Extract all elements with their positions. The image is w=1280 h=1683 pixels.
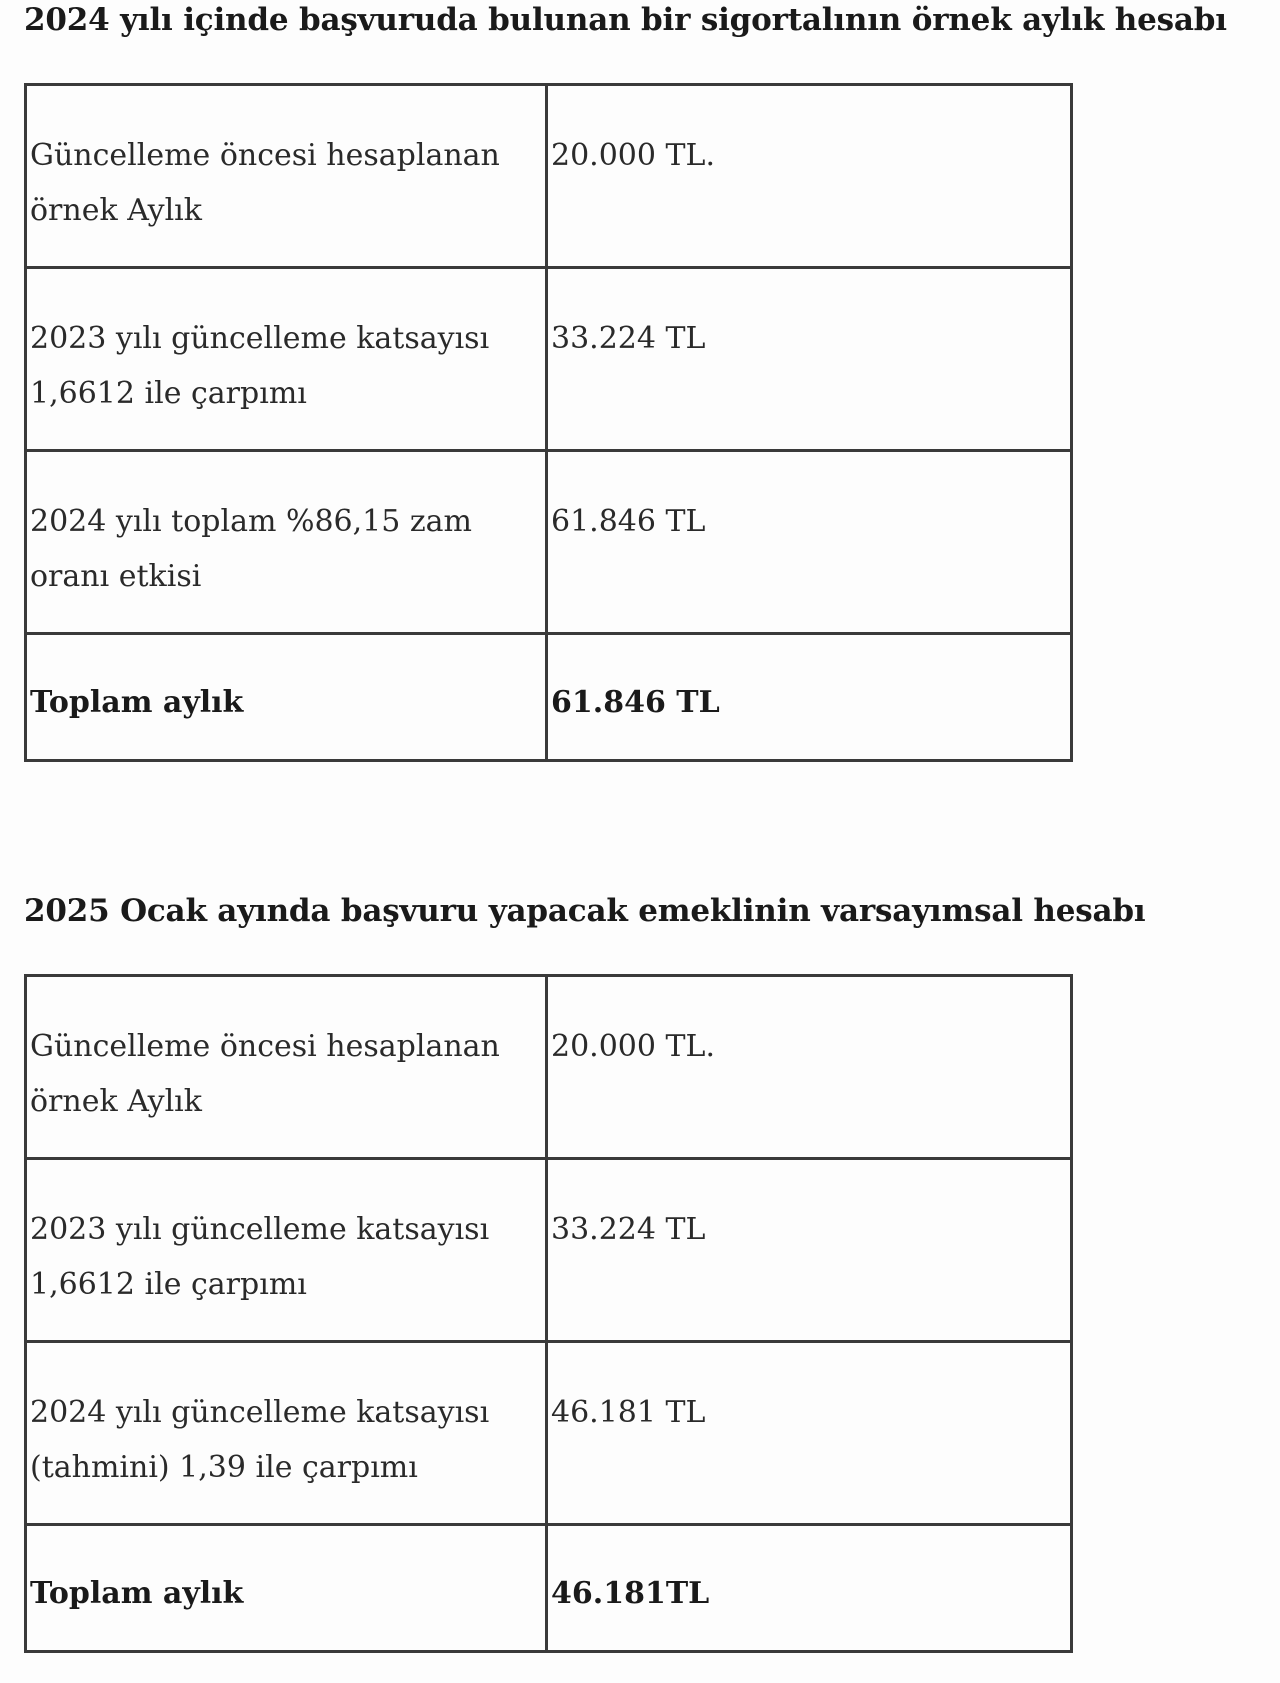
total-label: Toplam aylık xyxy=(26,634,547,761)
row-label: 2024 yılı toplam %86,15 zam oranı etkisi xyxy=(26,451,547,634)
row-value: 33.224 TL xyxy=(547,1159,1072,1342)
total-value: 61.846 TL xyxy=(547,634,1072,761)
row-value: 61.846 TL xyxy=(547,451,1072,634)
row-value: 20.000 TL. xyxy=(547,976,1072,1159)
section-heading-2024: 2024 yılı içinde başvuruda bulunan bir sigortalının örnek aylık hesabı xyxy=(24,2,1227,38)
row-value: 46.181 TL xyxy=(547,1342,1072,1525)
row-value: 20.000 TL. xyxy=(547,85,1072,268)
row-label: 2023 yılı güncelleme katsayısı 1,6612 ile çarpımı xyxy=(26,268,547,451)
total-value: 46.181TL xyxy=(547,1525,1072,1652)
calculation-table-2024 xyxy=(24,83,1073,762)
table-row xyxy=(26,451,1072,634)
table-row xyxy=(26,85,1072,268)
row-label: Güncelleme öncesi hesaplanan örnek Aylık xyxy=(26,85,547,268)
row-label: 2024 yılı güncelleme katsayısı (tahmini) 1,39 ile çarpımı xyxy=(26,1342,547,1525)
total-row xyxy=(26,1525,1072,1652)
total-row xyxy=(26,634,1072,761)
section-heading-2025: 2025 Ocak ayında başvuru yapacak emeklinin varsayımsal hesabı xyxy=(24,893,1146,929)
row-label: 2023 yılı güncelleme katsayısı 1,6612 ile çarpımı xyxy=(26,1159,547,1342)
row-label: Güncelleme öncesi hesaplanan örnek Aylık xyxy=(26,976,547,1159)
table-row xyxy=(26,1159,1072,1342)
table-row xyxy=(26,1342,1072,1525)
table-row xyxy=(26,976,1072,1159)
row-value: 33.224 TL xyxy=(547,268,1072,451)
table-row xyxy=(26,268,1072,451)
total-label: Toplam aylık xyxy=(26,1525,547,1652)
calculation-table-2025 xyxy=(24,974,1073,1653)
